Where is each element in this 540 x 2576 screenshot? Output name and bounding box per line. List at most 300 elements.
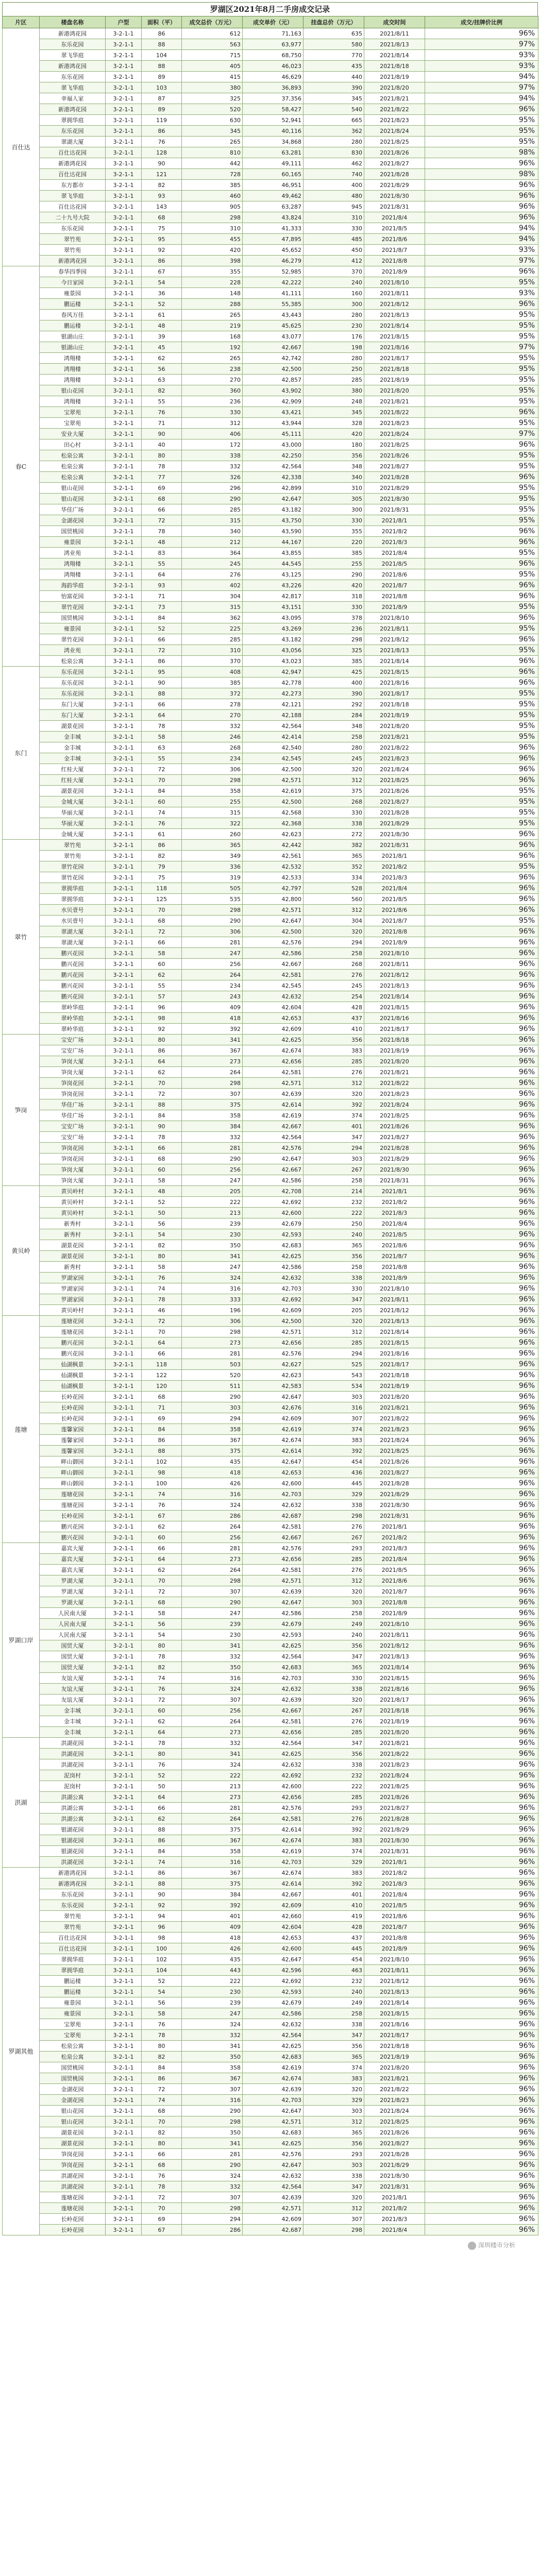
unit-price-cell: 46,629 [243,72,303,82]
table-row [3,1316,538,1327]
project-name-cell: 翠湖大厦 [40,937,106,948]
deal-ratio-cell: 95% [425,786,538,796]
unit-price-cell: 42,639 [243,1694,303,1705]
size-cell: 119 [142,115,182,126]
list-price-cell: 428 [303,1922,364,1933]
deal-date-cell: 2021/8/29 [364,1154,425,1164]
total-price-cell: 307 [182,1586,243,1597]
list-price-cell: 236 [303,623,364,634]
page-title: 罗湖区2021年8月二手房成交记录 [2,2,538,16]
layout-cell: 3-2-1-1 [106,807,142,818]
deal-date-cell: 2021/8/5 [364,894,425,905]
unit-price-cell: 42,857 [243,375,303,385]
list-price-cell: 435 [303,61,364,72]
layout-cell: 3-2-1-1 [106,429,142,439]
deal-date-cell: 2021/8/16 [364,677,425,688]
project-name-cell: 笋岗大厦 [40,1056,106,1067]
total-price-cell: 380 [182,82,243,93]
list-price-cell: 445 [303,1943,364,1954]
deal-ratio-cell: 96% [425,1727,538,1738]
project-name-cell: 长岭花园 [40,1413,106,1424]
project-name-cell: 笋岗花园 [40,2149,106,2160]
list-price-cell: 365 [303,1662,364,1673]
size-cell: 90 [142,677,182,688]
unit-price-cell: 42,647 [243,1597,303,1608]
deal-ratio-cell: 96% [425,1381,538,1392]
layout-cell: 3-2-1-1 [106,1954,142,1965]
table-row [3,1554,538,1565]
size-cell: 74 [142,1283,182,1294]
size-cell: 58 [142,1175,182,1186]
layout-cell: 3-2-1-1 [106,829,142,840]
deal-date-cell: 2021/8/11 [364,959,425,970]
total-price-cell: 245 [182,558,243,569]
list-price-cell: 293 [303,2149,364,2160]
size-cell: 48 [142,1186,182,1197]
unit-price-cell: 42,586 [243,1175,303,1186]
list-price-cell: 280 [303,353,364,364]
size-cell: 84 [142,1110,182,1121]
table-row [3,2106,538,2116]
deal-ratio-cell: 96% [425,1716,538,1727]
list-price-cell: 356 [303,2041,364,2052]
total-price-cell: 326 [182,472,243,483]
list-price-cell: 383 [303,1045,364,1056]
deal-date-cell: 2021/8/16 [364,1348,425,1359]
deal-date-cell: 2021/8/27 [364,461,425,472]
deal-date-cell: 2021/8/28 [364,1143,425,1154]
deal-ratio-cell: 95% [425,548,538,558]
unit-price-cell: 42,632 [243,1273,303,1283]
unit-price-cell: 42,564 [243,1651,303,1662]
deal-ratio-cell: 96% [425,1305,538,1316]
header-total: 成交总价（万元） [182,16,243,28]
total-price-cell: 316 [182,2095,243,2106]
table-row [3,1803,538,1814]
deal-ratio-cell: 96% [425,1056,538,1067]
unit-price-cell: 42,581 [243,1067,303,1078]
deal-date-cell: 2021/8/7 [364,916,425,926]
deal-date-cell: 2021/8/13 [364,310,425,320]
deal-ratio-cell: 96% [425,753,538,764]
unit-price-cell: 42,604 [243,1922,303,1933]
deal-ratio-cell: 96% [425,1175,538,1186]
layout-cell: 3-2-1-1 [106,158,142,169]
deal-ratio-cell: 94% [425,234,538,245]
table-row [3,1337,538,1348]
layout-cell: 3-2-1-1 [106,2214,142,2225]
header-unit: 成交单价（元） [243,16,303,28]
total-price-cell: 332 [182,1651,243,1662]
deal-ratio-cell: 96% [425,2041,538,2052]
table-row [3,461,538,472]
table-row [3,212,538,223]
total-price-cell: 273 [182,1727,243,1738]
total-price-cell: 372 [182,688,243,699]
table-row [3,201,538,212]
total-price-cell: 228 [182,277,243,288]
unit-price-cell: 46,023 [243,61,303,72]
list-price-cell: 250 [303,1218,364,1229]
list-price-cell: 385 [303,656,364,667]
unit-price-cell: 43,151 [243,602,303,613]
unit-price-cell: 42,545 [243,753,303,764]
layout-cell: 3-2-1-1 [106,61,142,72]
project-name-cell: 洪湖花园 [40,1857,106,1868]
project-name-cell: 友谊大厦 [40,1684,106,1694]
list-price-cell: 312 [303,1327,364,1337]
deal-ratio-cell: 96% [425,1456,538,1467]
deal-date-cell: 2021/8/1 [364,1857,425,1868]
deal-ratio-cell: 95% [425,645,538,656]
size-cell: 70 [142,1327,182,1337]
table-row [3,1933,538,1943]
deal-date-cell: 2021/8/19 [364,72,425,82]
layout-cell: 3-2-1-1 [106,2171,142,2181]
deal-ratio-cell: 95% [425,688,538,699]
deal-date-cell: 2021/8/3 [364,1543,425,1554]
list-price-cell: 240 [303,1630,364,1640]
size-cell: 76 [142,1273,182,1283]
layout-cell: 3-2-1-1 [106,2106,142,2116]
deal-date-cell: 2021/8/26 [364,1121,425,1132]
layout-cell: 3-2-1-1 [106,905,142,916]
deal-date-cell: 2021/8/17 [364,1024,425,1035]
project-name-cell: 罗湖大厦 [40,1586,106,1597]
unit-price-cell: 42,600 [243,1781,303,1792]
deal-ratio-cell: 96% [425,1954,538,1965]
project-name-cell: 翠拥华庭 [40,894,106,905]
size-cell: 62 [142,353,182,364]
unit-price-cell: 42,614 [243,1824,303,1835]
size-cell: 72 [142,1089,182,1099]
deal-date-cell: 2021/8/12 [364,299,425,310]
list-price-cell: 316 [303,1402,364,1413]
deal-date-cell: 2021/8/29 [364,818,425,829]
unit-price-cell: 43,182 [243,504,303,515]
deal-ratio-cell: 95% [425,277,538,288]
project-name-cell: 翠竹苑 [40,245,106,256]
list-price-cell: 338 [303,1500,364,1511]
layout-cell: 3-2-1-1 [106,1045,142,1056]
deal-ratio-cell: 96% [425,1229,538,1240]
deal-ratio-cell: 96% [425,2203,538,2214]
total-price-cell: 563 [182,39,243,50]
deal-date-cell: 2021/8/14 [364,991,425,1002]
size-cell: 68 [142,212,182,223]
unit-price-cell: 42,674 [243,1045,303,1056]
deal-ratio-cell: 96% [425,1868,538,1878]
deal-date-cell: 2021/8/1 [364,1186,425,1197]
table-row [3,829,538,840]
unit-price-cell: 42,576 [243,937,303,948]
project-name-cell: 翠竹苑 [40,851,106,861]
deal-ratio-cell: 96% [425,1294,538,1305]
unit-price-cell: 43,944 [243,418,303,429]
deal-ratio-cell: 96% [425,1413,538,1424]
total-price-cell: 315 [182,807,243,818]
size-cell: 68 [142,916,182,926]
table-row [3,1662,538,1673]
unit-price-cell: 42,656 [243,1554,303,1565]
deal-date-cell: 2021/8/11 [364,1294,425,1305]
project-name-cell: 罗湖家园 [40,1294,106,1305]
total-price-cell: 236 [182,396,243,407]
project-name-cell: 银山花园 [40,2116,106,2127]
layout-cell: 3-2-1-1 [106,1262,142,1273]
watermark-text: 深圳楼市分析 [478,2242,515,2249]
list-price-cell: 249 [303,1619,364,1630]
project-name-cell: 鹏兴花园 [40,980,106,991]
layout-cell: 3-2-1-1 [106,2041,142,2052]
deal-ratio-cell: 96% [425,634,538,645]
deal-ratio-cell: 97% [425,82,538,93]
unit-price-cell: 42,532 [243,861,303,872]
size-cell: 76 [142,1684,182,1694]
size-cell: 66 [142,1348,182,1359]
layout-cell: 3-2-1-1 [106,710,142,721]
size-cell: 64 [142,1727,182,1738]
deal-date-cell: 2021/8/18 [364,1705,425,1716]
unit-price-cell: 42,500 [243,364,303,375]
table-row [3,1164,538,1175]
unit-price-cell: 42,414 [243,732,303,742]
size-cell: 96 [142,1002,182,1013]
unit-price-cell: 43,000 [243,439,303,450]
project-name-cell: 东乐花园 [40,72,106,82]
total-price-cell: 246 [182,732,243,742]
total-price-cell: 810 [182,147,243,158]
deal-date-cell: 2021/8/20 [364,2062,425,2073]
deal-ratio-cell: 96% [425,1673,538,1684]
layout-cell: 3-2-1-1 [106,526,142,537]
table-row [3,1792,538,1803]
layout-cell: 3-2-1-1 [106,472,142,483]
list-price-cell: 320 [303,926,364,937]
size-cell: 64 [142,569,182,580]
list-price-cell: 320 [303,1089,364,1099]
layout-cell: 3-2-1-1 [106,1943,142,1954]
total-price-cell: 239 [182,1619,243,1630]
total-price-cell: 298 [182,1575,243,1586]
deal-date-cell: 2021/8/31 [364,1175,425,1186]
size-cell: 93 [142,580,182,591]
project-name-cell: 翠竹花园 [40,872,106,883]
total-price-cell: 276 [182,569,243,580]
deal-date-cell: 2021/8/9 [364,1608,425,1619]
total-price-cell: 255 [182,796,243,807]
deal-date-cell: 2021/8/6 [364,905,425,916]
layout-cell: 3-2-1-1 [106,732,142,742]
deal-date-cell: 2021/8/3 [364,872,425,883]
layout-cell: 3-2-1-1 [106,385,142,396]
deal-date-cell: 2021/8/23 [364,1089,425,1099]
deal-ratio-cell: 96% [425,1911,538,1922]
project-name-cell: 宝安广场 [40,1035,106,1045]
table-row [3,2116,538,2127]
total-price-cell: 256 [182,959,243,970]
list-price-cell: 365 [303,851,364,861]
total-price-cell: 298 [182,1327,243,1337]
deal-ratio-cell: 96% [425,1521,538,1532]
project-name-cell: 东门大厦 [40,699,106,710]
table-row [3,883,538,894]
list-price-cell: 330 [303,602,364,613]
list-price-cell: 329 [303,2095,364,2106]
table-row [3,342,538,353]
unit-price-cell: 44,545 [243,558,303,569]
deal-date-cell: 2021/8/17 [364,353,425,364]
table-row [3,72,538,82]
list-price-cell: 410 [303,1024,364,1035]
unit-price-cell: 42,609 [243,1900,303,1911]
list-price-cell: 356 [303,2138,364,2149]
deal-ratio-cell: 96% [425,1878,538,1889]
list-price-cell: 298 [303,2225,364,2235]
list-price-cell: 160 [303,288,364,299]
unit-price-cell: 42,625 [243,2041,303,2052]
project-name-cell: 罗湖大厦 [40,1597,106,1608]
table-row [3,732,538,742]
deal-ratio-cell: 96% [425,1067,538,1078]
deal-date-cell: 2021/8/2 [364,1868,425,1878]
deal-date-cell: 2021/8/16 [364,1684,425,1694]
total-price-cell: 286 [182,2225,243,2235]
list-price-cell: 400 [303,677,364,688]
table-row [3,1716,538,1727]
project-name-cell: 莲塘花园 [40,1489,106,1500]
layout-cell: 3-2-1-1 [106,1965,142,1976]
total-price-cell: 384 [182,1121,243,1132]
deal-ratio-cell: 95% [425,796,538,807]
total-price-cell: 239 [182,1997,243,2008]
total-price-cell: 273 [182,1554,243,1565]
table-row [3,688,538,699]
list-price-cell: 383 [303,1835,364,1846]
list-price-cell: 300 [303,299,364,310]
list-price-cell: 347 [303,1738,364,1749]
project-name-cell: 银湖花园 [40,1824,106,1835]
unit-price-cell: 42,623 [243,1370,303,1381]
unit-price-cell: 43,056 [243,645,303,656]
deal-ratio-cell: 96% [425,1099,538,1110]
unit-price-cell: 42,561 [243,851,303,861]
deal-date-cell: 2021/8/10 [364,277,425,288]
deal-date-cell: 2021/8/9 [364,937,425,948]
list-price-cell: 267 [303,1532,364,1543]
deal-ratio-cell: 96% [425,1045,538,1056]
deal-date-cell: 2021/8/3 [364,2214,425,2225]
unit-price-cell: 42,338 [243,472,303,483]
total-price-cell: 333 [182,1294,243,1305]
list-price-cell: 312 [303,1575,364,1586]
deal-ratio-cell: 96% [425,851,538,861]
table-row [3,494,538,504]
project-name-cell: 鹏兴花园 [40,1337,106,1348]
list-price-cell: 356 [303,450,364,461]
unit-price-cell: 42,674 [243,1868,303,1878]
deal-date-cell: 2021/8/15 [364,1002,425,1013]
total-price-cell: 315 [182,515,243,526]
unit-price-cell: 42,656 [243,1337,303,1348]
deal-ratio-cell: 95% [425,137,538,147]
deal-date-cell: 2021/8/19 [364,1716,425,1727]
list-price-cell: 338 [303,2171,364,2181]
layout-cell: 3-2-1-1 [106,407,142,418]
deal-ratio-cell: 96% [425,1164,538,1175]
deal-date-cell: 2021/8/22 [364,1413,425,1424]
total-price-cell: 341 [182,1640,243,1651]
list-price-cell: 307 [303,1413,364,1424]
layout-cell: 3-2-1-1 [106,1467,142,1478]
list-price-cell: 232 [303,1976,364,1987]
deal-ratio-cell: 95% [425,418,538,429]
layout-cell: 3-2-1-1 [106,970,142,980]
unit-price-cell: 46,951 [243,180,303,191]
unit-price-cell: 42,564 [243,2181,303,2192]
total-price-cell: 219 [182,320,243,331]
total-price-cell: 370 [182,656,243,667]
deal-date-cell: 2021/8/2 [364,1197,425,1208]
project-name-cell: 鸿翔楼 [40,569,106,580]
size-cell: 66 [142,634,182,645]
unit-price-cell: 42,653 [243,1013,303,1024]
total-price-cell: 367 [182,1435,243,1446]
total-price-cell: 362 [182,613,243,623]
list-price-cell: 272 [303,829,364,840]
unit-price-cell: 43,421 [243,407,303,418]
layout-cell: 3-2-1-1 [106,1197,142,1208]
deal-date-cell: 2021/8/10 [364,1619,425,1630]
layout-cell: 3-2-1-1 [106,1586,142,1597]
deal-ratio-cell: 96% [425,980,538,991]
deal-ratio-cell: 96% [425,558,538,569]
total-price-cell: 316 [182,1673,243,1684]
deal-ratio-cell: 96% [425,1251,538,1262]
unit-price-cell: 42,742 [243,353,303,364]
size-cell: 70 [142,1575,182,1586]
list-price-cell: 276 [303,970,364,980]
table-row [3,39,538,50]
list-price-cell: 365 [303,1240,364,1251]
size-cell: 88 [142,61,182,72]
project-name-cell: 鸿翔楼 [40,375,106,385]
total-price-cell: 256 [182,1532,243,1543]
unit-price-cell: 42,667 [243,1121,303,1132]
deal-date-cell: 2021/8/30 [364,494,425,504]
deal-ratio-cell: 96% [425,180,538,191]
unit-price-cell: 63,281 [243,147,303,158]
size-cell: 86 [142,2073,182,2084]
table-row [3,905,538,916]
total-price-cell: 385 [182,180,243,191]
size-cell: 82 [142,2127,182,2138]
unit-price-cell: 42,647 [243,2106,303,2116]
size-cell: 52 [142,299,182,310]
size-cell: 76 [142,818,182,829]
layout-cell: 3-2-1-1 [106,580,142,591]
project-name-cell: 长岭花园 [40,2225,106,2235]
total-price-cell: 409 [182,1922,243,1933]
layout-cell: 3-2-1-1 [106,1759,142,1770]
total-price-cell: 304 [182,591,243,602]
unit-price-cell: 42,583 [243,1381,303,1392]
layout-cell: 3-2-1-1 [106,2127,142,2138]
total-price-cell: 230 [182,1987,243,1997]
unit-price-cell: 42,571 [243,2116,303,2127]
unit-price-cell: 42,619 [243,786,303,796]
deal-ratio-cell: 96% [425,1327,538,1337]
